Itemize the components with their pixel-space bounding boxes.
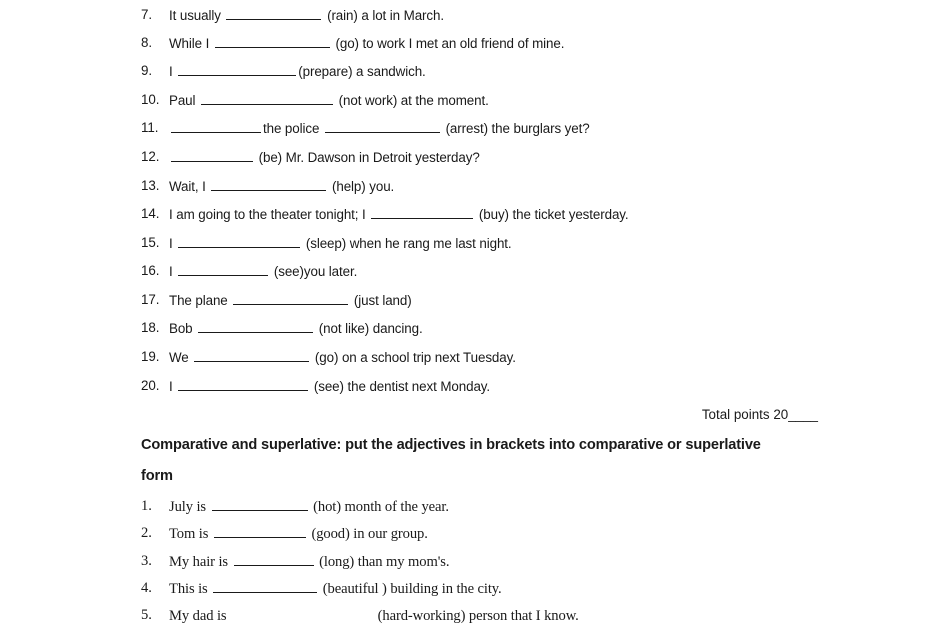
item-number: 2.	[141, 525, 152, 541]
text-before: July is	[169, 499, 207, 515]
text-after: (long) than my mom's.	[319, 554, 450, 570]
text-before: My hair is	[169, 554, 228, 570]
section-heading-continued: form	[141, 468, 173, 484]
item-number: 7.	[141, 7, 152, 22]
answer-blank[interactable]	[178, 376, 308, 391]
section-heading: Comparative and superlative: put the adjectives in brackets into comparative or superlative	[141, 437, 761, 453]
text-after: (not work) at the moment.	[338, 93, 489, 108]
text-after: (help) you.	[332, 179, 395, 194]
text-after: (not like) dancing.	[318, 321, 423, 336]
text-before: We	[169, 350, 189, 365]
item-text	[169, 33, 564, 54]
item-number: 5.	[141, 607, 152, 623]
answer-blank[interactable]	[215, 33, 330, 48]
item-text	[169, 290, 412, 311]
answer-blank[interactable]	[371, 204, 473, 219]
item-text	[169, 376, 490, 397]
text-before: I	[169, 236, 173, 251]
text-before: I am going to the theater tonight; I	[169, 207, 366, 222]
text-before: The plane	[169, 293, 228, 308]
answer-blank[interactable]	[214, 523, 306, 538]
item-text	[169, 90, 489, 111]
item-text	[169, 176, 394, 197]
text-before: My dad is	[169, 608, 227, 624]
item-text	[169, 233, 512, 254]
answer-blank[interactable]	[212, 496, 308, 511]
text-after: (hard-working) person that I know.	[377, 608, 579, 624]
text-before: Bob	[169, 321, 193, 336]
answer-blank[interactable]	[201, 90, 333, 105]
answer-blank[interactable]	[226, 5, 321, 20]
item-text	[169, 496, 449, 517]
answer-blank[interactable]	[178, 261, 268, 276]
text-before: I	[169, 379, 173, 394]
answer-blank[interactable]	[171, 147, 253, 162]
answer-blank[interactable]	[198, 318, 313, 333]
item-number: 13.	[141, 178, 160, 193]
item-text	[169, 347, 516, 368]
item-number: 14.	[141, 206, 160, 221]
text-after: (arrest) the burglars yet?	[445, 121, 590, 136]
text-after: (hot) month of the year.	[313, 499, 449, 515]
answer-blank[interactable]	[194, 347, 309, 362]
answer-blank[interactable]	[211, 176, 326, 191]
item-number: 1.	[141, 498, 152, 514]
answer-blank-2[interactable]	[325, 118, 440, 133]
item-number: 8.	[141, 35, 152, 50]
text-before: I	[169, 64, 173, 79]
answer-blank[interactable]	[178, 61, 296, 76]
item-number: 10.	[141, 92, 160, 107]
text-after: (prepare) a sandwich.	[298, 64, 426, 79]
text-middle: the police	[263, 121, 320, 136]
answer-blank[interactable]	[213, 578, 317, 593]
text-after: (see)you later.	[273, 264, 358, 279]
item-number: 11.	[141, 120, 159, 135]
item-number: 19.	[141, 349, 160, 364]
item-text	[169, 318, 423, 339]
item-text	[169, 523, 428, 544]
item-text	[169, 261, 357, 282]
text-before: It usually	[169, 8, 221, 23]
item-text	[169, 551, 449, 572]
text-after: (go) to work I met an old friend of mine.	[335, 36, 565, 51]
text-after: (good) in our group.	[311, 526, 428, 542]
total-points: Total points 20____	[701, 407, 818, 422]
item-number: 16.	[141, 263, 160, 278]
text-after: (beautiful ) building in the city.	[322, 581, 502, 597]
item-number: 18.	[141, 320, 160, 335]
item-text	[169, 118, 590, 139]
answer-blank[interactable]	[232, 605, 372, 620]
item-number: 3.	[141, 553, 152, 569]
item-number: 9.	[141, 63, 152, 78]
item-text	[169, 147, 480, 168]
item-number: 4.	[141, 580, 152, 596]
answer-blank[interactable]	[178, 233, 300, 248]
item-number: 15.	[141, 235, 160, 250]
item-text	[169, 578, 502, 599]
text-after: (just land)	[353, 293, 412, 308]
answer-blank[interactable]	[171, 118, 261, 133]
item-text	[169, 5, 444, 26]
text-after: (go) on a school trip next Tuesday.	[314, 350, 516, 365]
text-before: Tom is	[169, 526, 209, 542]
text-before: Paul	[169, 93, 196, 108]
text-after: (rain) a lot in March.	[327, 8, 444, 23]
item-text	[169, 605, 579, 626]
text-before: This is	[169, 581, 208, 597]
item-text	[169, 204, 629, 225]
text-after: (see) the dentist next Monday.	[313, 379, 491, 394]
item-number: 17.	[141, 292, 160, 307]
text-after: (sleep) when he rang me last night.	[305, 236, 512, 251]
text-after: (buy) the ticket yesterday.	[478, 207, 629, 222]
item-text	[169, 61, 426, 82]
text-before: While I	[169, 36, 210, 51]
item-number: 12.	[141, 149, 160, 164]
text-after: (be) Mr. Dawson in Detroit yesterday?	[258, 150, 480, 165]
text-before: I	[169, 264, 173, 279]
answer-blank[interactable]	[233, 290, 348, 305]
item-number: 20.	[141, 378, 160, 393]
text-before: Wait, I	[169, 179, 206, 194]
answer-blank[interactable]	[234, 551, 314, 566]
